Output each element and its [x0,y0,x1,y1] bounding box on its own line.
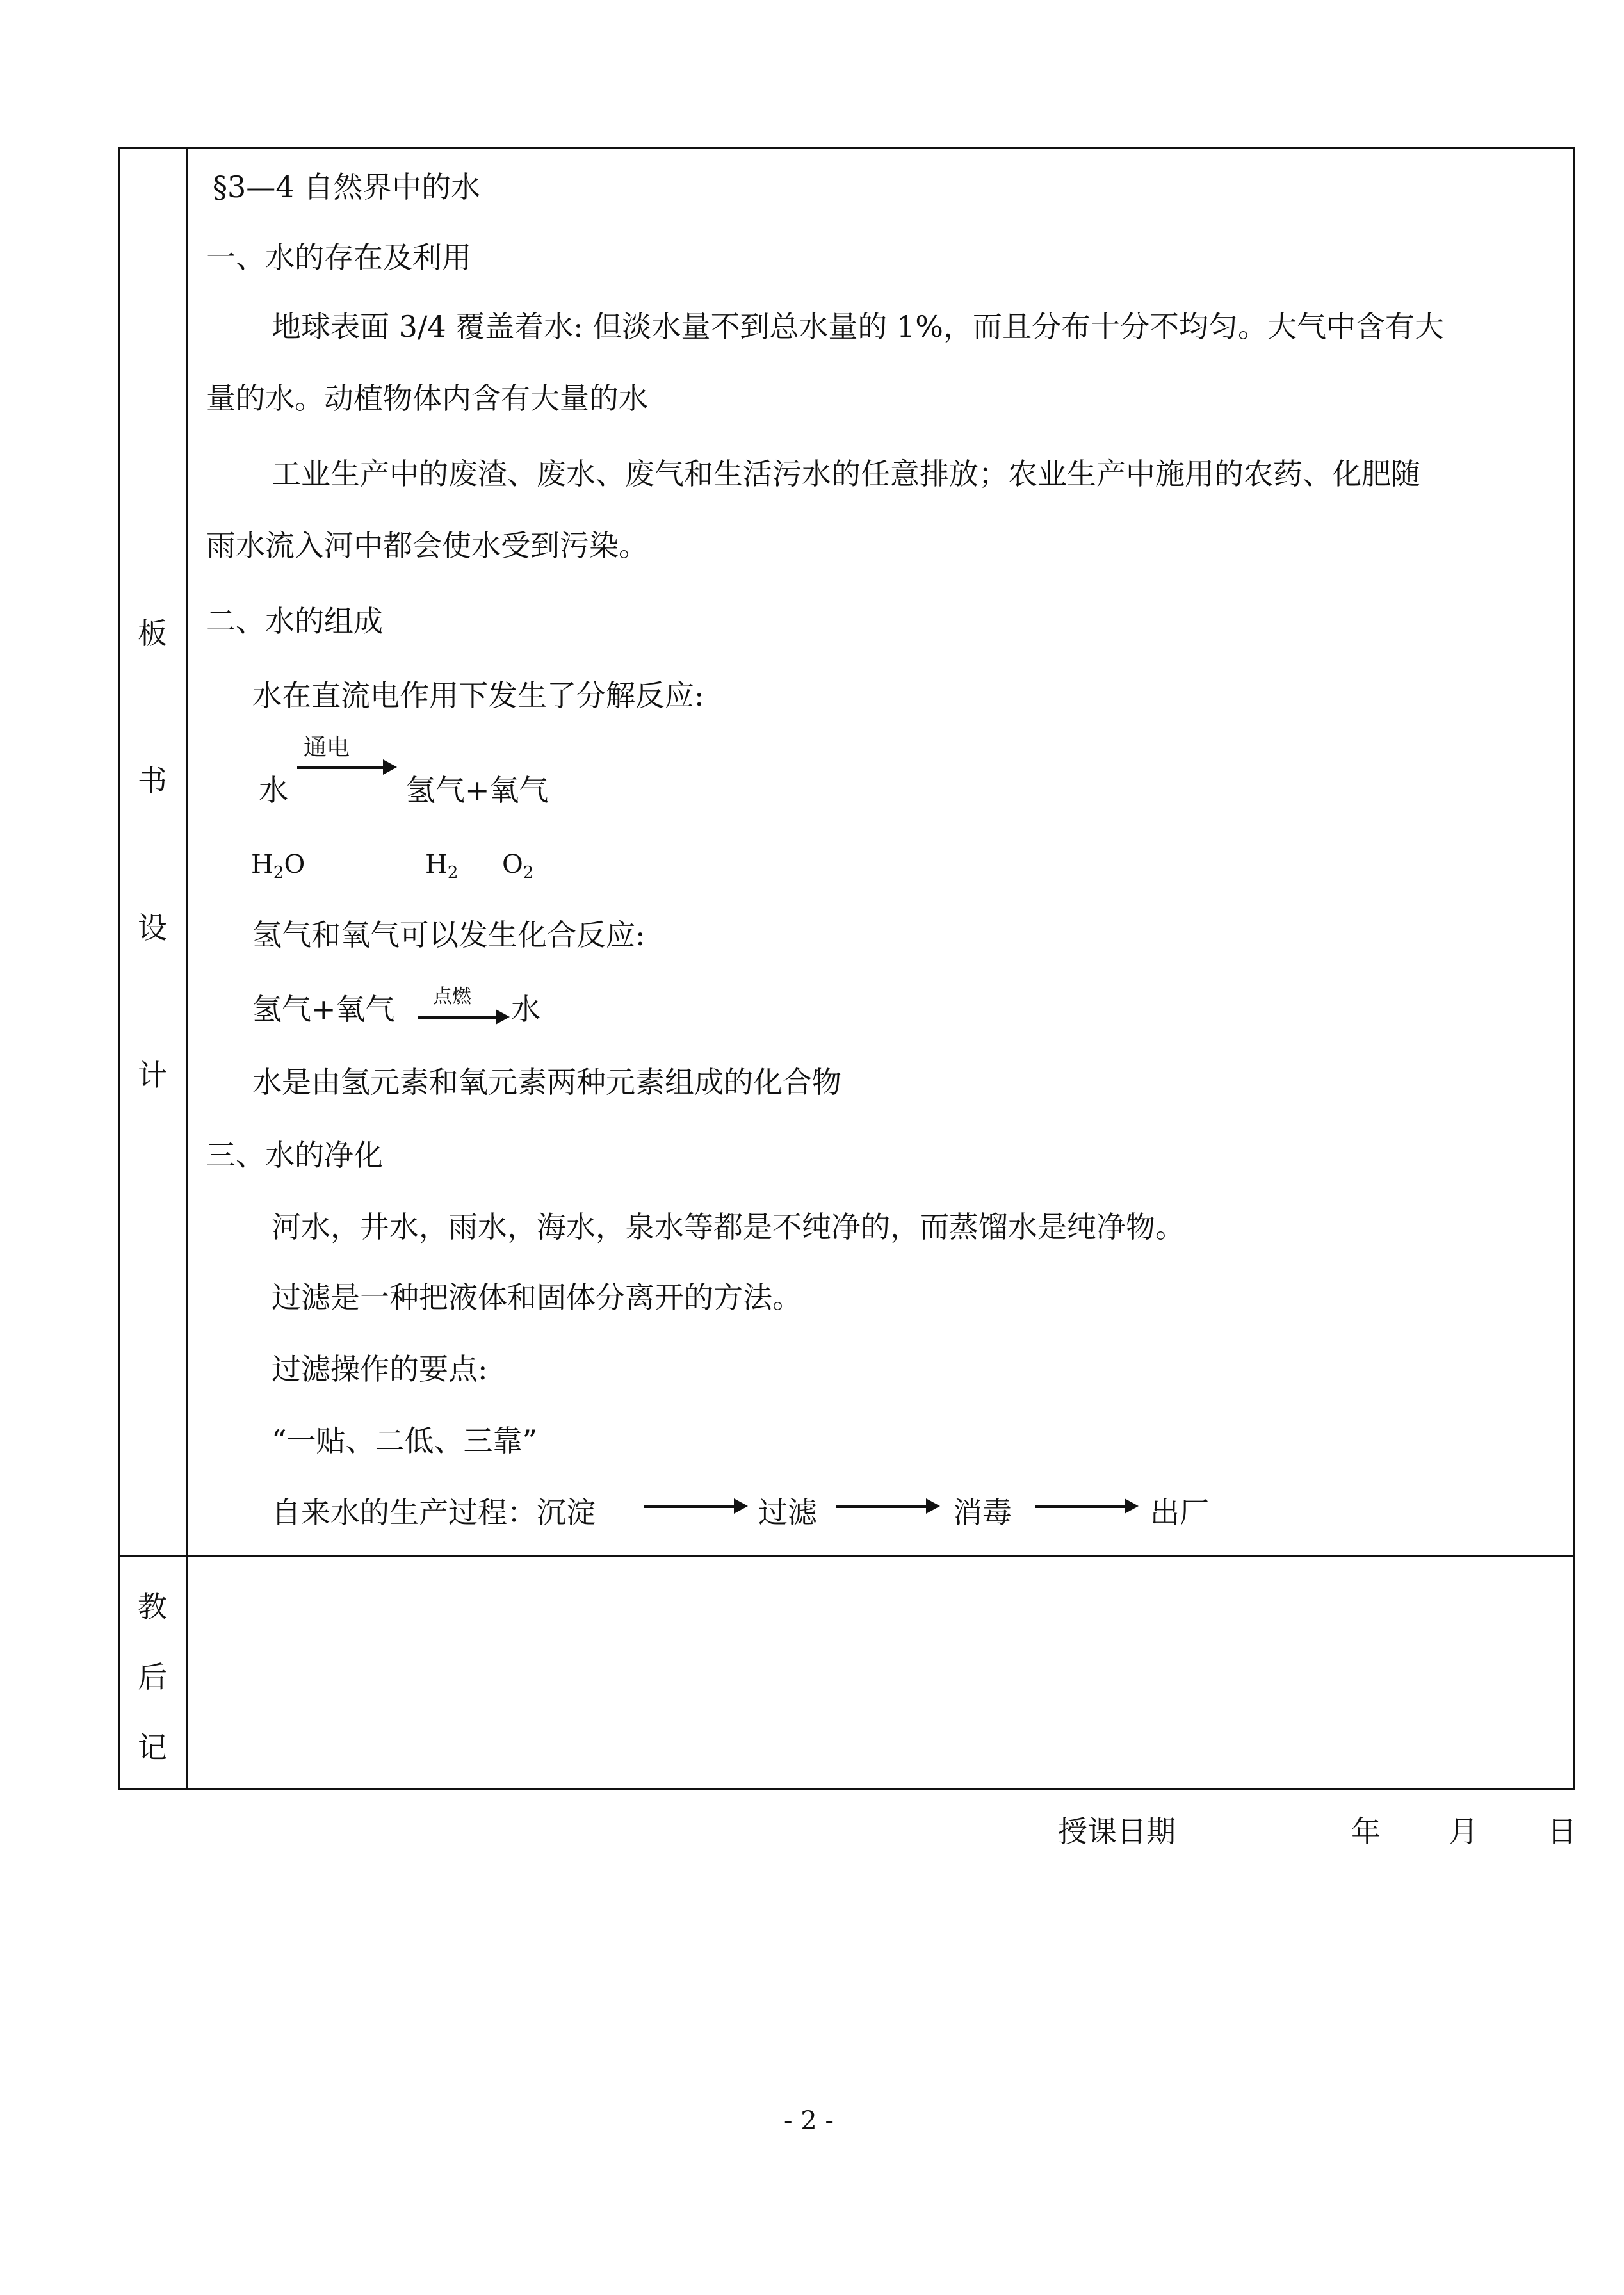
side-label-ji: 计 [138,1058,167,1092]
section-1-para-2-line-2: 雨水流入河中都会使水受到污染。 [206,528,648,563]
side-label-hou: 后 [138,1660,167,1694]
date-month: 月 [1449,1814,1478,1849]
reaction-arrow-1 [297,766,384,769]
reaction-arrow-2 [418,1016,497,1019]
formula-oxygen: $O_2$ [502,850,534,882]
reaction-1-left: 水 [259,773,288,807]
side-label-jiao: 教 [138,1589,167,1624]
lesson-date-label: 授课日期 [1058,1814,1176,1849]
process-arrow-1 [644,1505,735,1508]
filtration-definition: 过滤是一种把液体和固体分离开的方法。 [272,1280,802,1315]
section-1-para-1-line-2: 量的水。动植物体内含有大量的水 [206,381,648,416]
combination-intro: 氢气和氧气可以发生化合反应: [252,918,646,952]
section-1-para-1-line-1: 地球表面 3/4 覆盖着水: 但淡水量不到总水量的 1%，而且分布十分不均匀。大气中含有大 [272,309,1444,344]
section-1-para-2-line-1: 工业生产中的废渣、废水、废气和生活污水的任意排放；农业生产中施用的农药、化肥随 [272,457,1420,491]
column-divider [186,147,188,1790]
date-year: 年 [1351,1814,1381,1849]
section-3-heading: 三、水的净化 [206,1138,383,1172]
reaction-2-right: 水 [511,992,540,1026]
water-composition-conclusion: 水是由氢元素和氧元素两种元素组成的化合物 [252,1065,841,1099]
page-title: §3—4 自然界中的水 [213,170,481,204]
process-step-1: 自来水的生产过程：沉淀 [272,1495,596,1530]
electrolysis-intro: 水在直流电作用下发生了分解反应: [252,678,704,713]
process-arrow-2 [836,1505,927,1508]
date-day: 日 [1547,1814,1577,1849]
filtration-key-points: 过滤操作的要点: [272,1352,488,1386]
side-label-she: 设 [138,911,167,945]
section-2-heading: 二、水的组成 [206,604,383,638]
row-divider [118,1555,1575,1557]
condition-electricity: 通电 [304,734,350,761]
side-label-shu: 书 [138,763,167,798]
reaction-2-left: 氢气+氧气 [252,992,395,1026]
process-step-4: 出厂 [1150,1495,1209,1530]
formula-hydrogen: $H_2$ [425,850,459,882]
process-arrow-3 [1035,1505,1126,1508]
reaction-1-right: 氢气+氧气 [406,773,549,807]
purity-note: 河水，井水，雨水，海水，泉水等都是不纯净的，而蒸馏水是纯净物。 [272,1210,1185,1244]
page-number: - 2 - [784,2106,834,2136]
formula-water: $H_2O$ [251,850,305,882]
process-step-3: 消毒 [953,1495,1012,1530]
condition-ignite: 点燃 [433,985,471,1008]
process-step-2: 过滤 [758,1495,817,1530]
side-label-ban: 板 [138,616,167,651]
filtration-mnemonic: “一贴、二低、三靠” [272,1423,538,1458]
section-1-heading: 一、水的存在及利用 [206,240,471,275]
side-label-ji2: 记 [138,1730,167,1765]
